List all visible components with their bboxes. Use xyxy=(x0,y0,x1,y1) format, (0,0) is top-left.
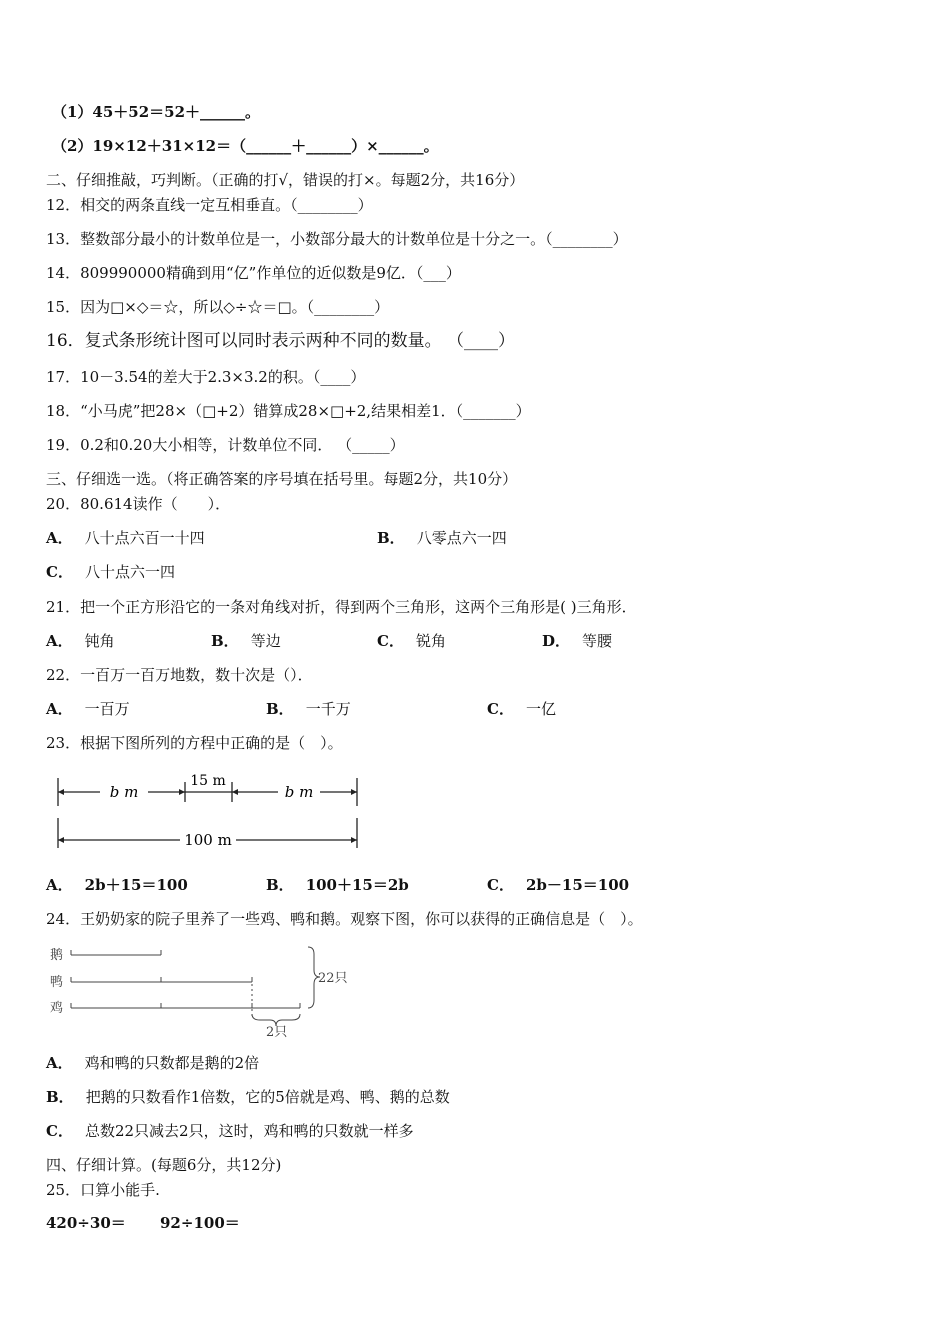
question-24: 24．王奶奶家的院子里养了一些鸡、鸭和鹅。观察下图，你可以获得的正确信息是（ ）。 xyxy=(46,910,643,928)
question-12: 12．相交的两条直线一定互相垂直。（________） xyxy=(46,196,373,214)
question-21: 21．把一个正方形沿它的一条对角线对折，得到两个三角形，这两个三角形是( )三角形． xyxy=(46,598,637,616)
q23-option-c: C． 2b－15＝100 xyxy=(487,876,630,894)
question-23: 23．根据下图所列的方程中正确的是（ ）。 xyxy=(46,734,343,752)
question-22: 22．一百万一百万地数，数十次是（）． xyxy=(46,666,313,684)
q23-label-b-right: b m xyxy=(284,783,314,801)
q22-option-c: C． 一亿 xyxy=(487,700,556,718)
q24-option-a: A． 鸡和鸭的只数都是鹅的2倍 xyxy=(46,1054,260,1072)
q23-option-a: A． 2b＋15＝100 xyxy=(46,876,188,894)
question-18: 18．“小马虎”把28×（□+2）错算成28×□+2,结果相差1．（_______） xyxy=(46,402,531,420)
q24-bar-diagram xyxy=(46,942,366,1042)
q23-option-b: B． 100＋15＝2b xyxy=(266,876,409,894)
section2-heading: 二、仔细推敲，巧判断。（正确的打√，错误的打×。每题2分，共16分） xyxy=(46,171,525,189)
question-15: 15．因为□×◇＝☆，所以◇÷☆＝□。（________） xyxy=(46,298,390,316)
q20-option-c: C． 八十点六一四 xyxy=(46,563,175,581)
q21-option-a: A． 钝角 xyxy=(46,632,115,650)
q24-label-goose: 鹅 xyxy=(50,948,64,963)
section4-heading: 四、仔细计算。(每题6分，共12分) xyxy=(46,1156,282,1174)
fill-blank-1: （1）45＋52＝52＋______。 xyxy=(52,103,261,121)
q23-label-100m: 100 m xyxy=(184,831,232,849)
q24-label-diff: 2只 xyxy=(266,1025,288,1040)
q23-label-15m: 15 m xyxy=(190,773,226,789)
question-14: 14．809990000精确到用“亿”作单位的近似数是9亿．（___） xyxy=(46,264,461,282)
question-20: 20．80.614读作（ ）． xyxy=(46,495,231,513)
section3-heading: 三、仔细选一选。（将正确答案的序号填在括号里。每题2分，共10分） xyxy=(46,470,518,488)
calc-item-2: 92÷100＝ xyxy=(160,1214,240,1232)
q21-option-d: D． 等腰 xyxy=(542,632,613,650)
q21-option-b: B． 等边 xyxy=(211,632,281,650)
q24-label-duck: 鸭 xyxy=(50,975,64,990)
q22-option-b: B． 一千万 xyxy=(266,700,351,718)
q21-option-c: C． 锐角 xyxy=(377,632,446,650)
q24-label-total: 22只 xyxy=(318,971,348,986)
q20-option-b: B． 八零点六一四 xyxy=(377,529,507,547)
q24-option-b: B． 把鹅的只数看作1倍数，它的5倍就是鸡、鸭、鹅的总数 xyxy=(46,1088,450,1106)
calc-item-1: 420÷30＝ xyxy=(46,1214,126,1232)
question-13: 13．整数部分最小的计数单位是一，小数部分最大的计数单位是十分之一。（________） xyxy=(46,230,628,248)
question-25: 25．口算小能手. xyxy=(46,1181,160,1199)
q24-label-chicken: 鸡 xyxy=(50,1001,64,1016)
question-17: 17．10－3.54的差大于2.3×3.2的积。（____） xyxy=(46,368,366,386)
q24-option-c: C． 总数22只减去2只，这时，鸡和鸭的只数就一样多 xyxy=(46,1122,414,1140)
q23-label-b-left: b m xyxy=(109,783,139,801)
fill-blank-2: （2）19×12＋31×12＝（______＋______）×______。 xyxy=(52,137,439,155)
q20-option-a: A． 八十点六百一十四 xyxy=(46,529,205,547)
q22-option-a: A． 一百万 xyxy=(46,700,130,718)
question-19: 19．0.2和0.20大小相等，计数单位不同． （_____） xyxy=(46,436,405,454)
q23-segment-diagram xyxy=(50,768,370,858)
question-16: 16．复式条形统计图可以同时表示两种不同的数量。 （____） xyxy=(46,331,516,351)
